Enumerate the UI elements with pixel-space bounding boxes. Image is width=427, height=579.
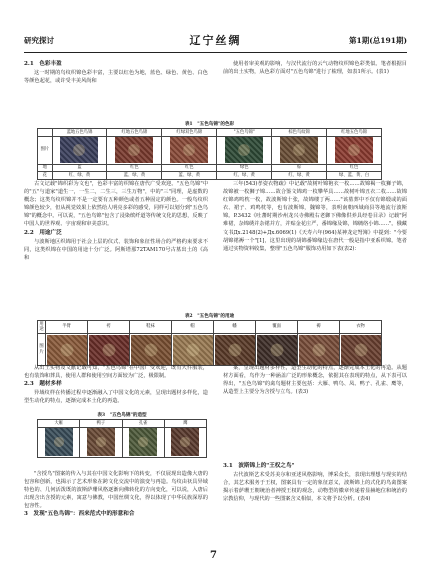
table-1 bbox=[37, 121, 382, 180]
table-2-image-cell bbox=[298, 334, 340, 366]
textile-image bbox=[115, 137, 153, 163]
left-low-text: 从出土实物及文献记载可知，"五色鸟锦"在中国广受欢迎，既有大件服装，也有装饰和葬具，使用人群和使用空间方面较为广泛，极限制。 bbox=[24, 365, 208, 380]
bird-motif-image bbox=[129, 428, 157, 456]
table-1-cell: 绿、蓝、黄、白 bbox=[327, 172, 382, 180]
table-1-header-cell: 棕色鸟纹锦 bbox=[272, 129, 327, 137]
table-1-image-cell bbox=[162, 136, 217, 164]
section-2-2-text: 与波斯地区织锦用于社会上层的仪式、装饰和象征性场合的严格约束要求不同，这类织锦在中国的用途十分广泛。阿斯塔那72TAM170号古墓出土的《高和 bbox=[24, 238, 208, 261]
section-2-3-heading: 2.3 题材多样 bbox=[24, 381, 62, 388]
table-2-image-cell bbox=[172, 334, 214, 366]
table-3-image-cell bbox=[122, 427, 164, 457]
table-1-header-cell: 红地五色鸟锦 bbox=[107, 129, 162, 137]
table-1-header-cell: 蓝地五色鸟锦 bbox=[52, 129, 107, 137]
right-col-low bbox=[223, 364, 407, 396]
left-col-low bbox=[24, 364, 208, 405]
table-1-image-cell bbox=[217, 136, 272, 164]
section-2-1-heading: 2.1 色彩丰盈 bbox=[24, 61, 62, 67]
table-1-cell: 蓝 bbox=[52, 164, 107, 172]
table-1-image-cell bbox=[272, 136, 327, 164]
issue-label: 第1期(总191期) bbox=[349, 36, 407, 45]
table-1-cell: 红色 bbox=[107, 164, 162, 172]
table-3-header-cell: 大雁 bbox=[38, 420, 80, 428]
table-3-caption: 表3 "五色鸟锦"的造型 bbox=[97, 413, 147, 418]
section-2-2-heading: 2.2 用途广泛 bbox=[24, 229, 62, 236]
table-1-cell: 棕 bbox=[272, 164, 327, 172]
table-2-header-cell: 褥 bbox=[298, 321, 340, 334]
table-2-image-cell bbox=[88, 334, 130, 366]
table-1-cell: 红、绿、黄 bbox=[272, 172, 327, 180]
table-3-grid bbox=[37, 419, 207, 458]
section-3-1-text: 古代波斯艺术受苏美尔和亚述风格影响，博采众长，表现出理想与现实的结合，其艺术服务于王权，图案具有一定的象征意义，波斯锦上的式化的鸟禽图案揭示着萨珊王朝统治者神授王权的观念，动物型的徽章传递着显赫地位和统治的宗教信仰，与现代的一些图案含义相似，本文将予以分析。(表4) bbox=[223, 472, 407, 503]
table-1-caption: 表1 "五色鸟锦"的色彩 bbox=[184, 122, 235, 127]
header-section-label: 研究探讨 bbox=[24, 36, 54, 45]
table-2-header-cell: 鞋袜 bbox=[130, 321, 172, 334]
left-mid-text: 古文记载"锦织彩为文也"，色彩丰富的织锦在唐代广受欢迎。"五色鸟锦"中的"五"与道家"道生一，一生二，二生三，三生万物"，中的"三"同理，是虚数的概念；这类鸟纹织锦并不是一定要有五种颜色或者五种固定的颜色。一般鸟纹织锦颜色较少，但从视觉效果上依然给人明亮多彩的感受，同样可以划分到"五色鸟锦"的概念中。可以说，"五色鸟锦"包含了浸染缤纤道等传统文化的思想，反映了中国人的世界观、宇宙观和审美意识。 bbox=[24, 181, 208, 228]
table-2-header-cell: 幡 bbox=[214, 321, 256, 334]
table-3-image-cell bbox=[38, 427, 80, 457]
right-low-text: 案，呈现出题材多样性，造型生动化的特点，逐渐完成本土化的再造。从题材方面看，鸟作为一种涵盖广泛的形象概念，依据其在表现的特点，从下表可以得出，"五色鸟锦"的禽鸟题材主要包括：大雁、鸭鸟、凤、鸭子、孔雀、鹰等，从造型上主要分为含授与立鸟。(表3) bbox=[223, 365, 407, 396]
table-1-cell: 红、绿、黄 bbox=[217, 172, 272, 180]
table-3-header-cell: 孔雀 bbox=[122, 420, 164, 428]
table-2-image-cell bbox=[130, 334, 172, 366]
table-1-image-cell bbox=[107, 136, 162, 164]
table-2-header-cell: 袴 bbox=[88, 321, 130, 334]
page-number: 7 bbox=[210, 550, 217, 561]
table-1-row-label: 图片 bbox=[38, 136, 53, 164]
table-3-image-cell bbox=[164, 427, 206, 457]
running-header bbox=[24, 32, 407, 50]
table-2-header-cell: 半臂 bbox=[46, 321, 88, 334]
artifact-image bbox=[173, 335, 213, 365]
table-3 bbox=[37, 412, 207, 458]
table-3-image-cell bbox=[80, 427, 122, 457]
right-mid-text: 三年(543)孝姿衣物疏》中记载"故树叶锦袍衣一枚……故锦褐一枚狮子锦，故锦被一枚狮子锦……故合鉴文锦鸡一枚攀华具……故树叶锦丑衣二枚……故锦红锦鸡鸣枕一枚，故波斯锦十张，故锦缕丁两……"该墓葬中不仅有锦缎或的面衣、裙子、鸡鸣枕等，也有波斯锦，魏锦等，表明南朝西域商县等地流行波斯锦。P.3432《吐蕃时期沙州龙兴寺佛殿右老御下佛像供养具经卷目录》记载"阿难裙，杂锦绣并杂裙并方，并贴金花庄严，番锦缘及锦，锦缡络小锦……"。俄藏文书Дx.2148(2)+Дx.6069(1)《天寿六年(964)某神龙定弩簿》中提到："今要胡锦裙褥一个"[1]，这里出现的胡锦番锦缘边在唐代一般是指中亚系织锦。笔者通过实物资料收集，整理"五色鸟锦"服饰功用如下表(表2)： bbox=[223, 181, 407, 252]
table-2-image-cell bbox=[214, 334, 256, 366]
textile-image bbox=[60, 137, 98, 163]
section-3-heading: 3 发现"五色鸟锦"：西来范式中的形意和合 bbox=[24, 511, 135, 518]
artifact-image bbox=[341, 335, 381, 365]
right-col-mid bbox=[223, 180, 407, 253]
table-2-row-label: 图片 bbox=[38, 334, 46, 366]
table-2-header-cell: 衣物 bbox=[340, 321, 382, 334]
table-2 bbox=[37, 313, 382, 366]
right-col-bottom bbox=[223, 462, 407, 503]
artifact-image bbox=[47, 335, 87, 365]
table-3-header-cell: 鹰 bbox=[164, 420, 206, 428]
right-top-text: 使用者审美观的影响，与汉代流行的云气动物纹织锦色彩类似。笔者根据目前的出土实物，从色彩方面对"五色鸟锦"进行了梳理，如表1所示。(表1) bbox=[223, 61, 407, 76]
artifact-image bbox=[257, 335, 297, 365]
table-1-header-cell: 红地五色鸟锦 bbox=[327, 129, 382, 137]
table-1-header-cell: "五色鸟锦" bbox=[217, 129, 272, 137]
table-1-row-label: 地 bbox=[38, 164, 53, 172]
table-2-image-cell bbox=[256, 334, 298, 366]
table-2-grid bbox=[37, 320, 382, 366]
table-1-cell: 红、绿、黄 bbox=[52, 172, 107, 180]
table-2-caption: 表2 "五色鸟锦"的用途 bbox=[184, 314, 235, 319]
textile-image bbox=[225, 137, 263, 163]
table-1-grid bbox=[37, 128, 382, 180]
header-rule bbox=[24, 52, 407, 53]
table-1-cell: 蓝、绿、黄 bbox=[162, 172, 217, 180]
bird-motif-image bbox=[87, 428, 115, 456]
artifact-image bbox=[131, 335, 171, 365]
table-2-header-cell: 用途 bbox=[39, 321, 44, 332]
section-3-1-heading: 3.1 波斯锦上的"王权之鸟" bbox=[223, 463, 295, 469]
table-1-cell: 红色 bbox=[162, 164, 217, 172]
left-col-bottom bbox=[24, 470, 208, 519]
bird-motif-image bbox=[45, 428, 73, 456]
table-1-cell: 绿色 bbox=[217, 164, 272, 172]
artifact-image bbox=[299, 335, 339, 365]
table-2-image-cell bbox=[46, 334, 88, 366]
section-2-1-text: 这一时期的鸟纹织锦色彩丰富，主要以红色为地，蓝色、绿色、黄色、白色等颜色起花，或许受丰美风尚和 bbox=[24, 70, 208, 85]
table-2-header-cell: 帽 bbox=[172, 321, 214, 334]
table-1-cell: 蓝、绿、黄 bbox=[107, 172, 162, 180]
table-1-image-cell bbox=[52, 136, 107, 164]
left-col-top bbox=[24, 60, 208, 85]
left-col-mid bbox=[24, 180, 208, 262]
textile-image bbox=[170, 137, 208, 163]
table-1-header-cell bbox=[38, 129, 53, 137]
table-3-header-cell: 鸭子 bbox=[80, 420, 122, 428]
journal-title: 辽宁丝绸 bbox=[189, 34, 242, 47]
section-2-3-text: 异域纹样在传播过程中逐渐融入了中国文化的元素，呈现出题材多样化，造型生动化的特点，逐渐完成本土化的再造。 bbox=[24, 390, 208, 405]
table-1-header-cell: 红绿双色鸟锦 bbox=[162, 129, 217, 137]
table-2-image-cell bbox=[340, 334, 382, 366]
artifact-image bbox=[89, 335, 129, 365]
table-1-cell: 红色 bbox=[327, 164, 382, 172]
bird-motif-image bbox=[171, 428, 199, 456]
textile-image bbox=[335, 137, 373, 163]
table-1-row-label: 花 bbox=[38, 172, 53, 180]
left-bottom-text: "含授鸟"图案的传入与其在中国文化影响下的转变，不仅展现出造像大唐的包容和创新，也揭示了艺术形象在跨文化交流中的演变与再造。鸟纹由祆具异域特色的、几何活泼既的波斯萨珊风格逐渐向佛转化的方向变化，可以说，入唐后出现含出含授的元素，寓意与佛教，中国丝绸文化，得以体现了中华民族深厚的包容性。 bbox=[24, 471, 208, 510]
table-2-header-cell: 覆面 bbox=[256, 321, 298, 334]
artifact-image bbox=[215, 335, 255, 365]
textile-image bbox=[280, 137, 318, 163]
table-1-image-cell bbox=[327, 136, 382, 164]
right-col-top bbox=[223, 60, 407, 76]
